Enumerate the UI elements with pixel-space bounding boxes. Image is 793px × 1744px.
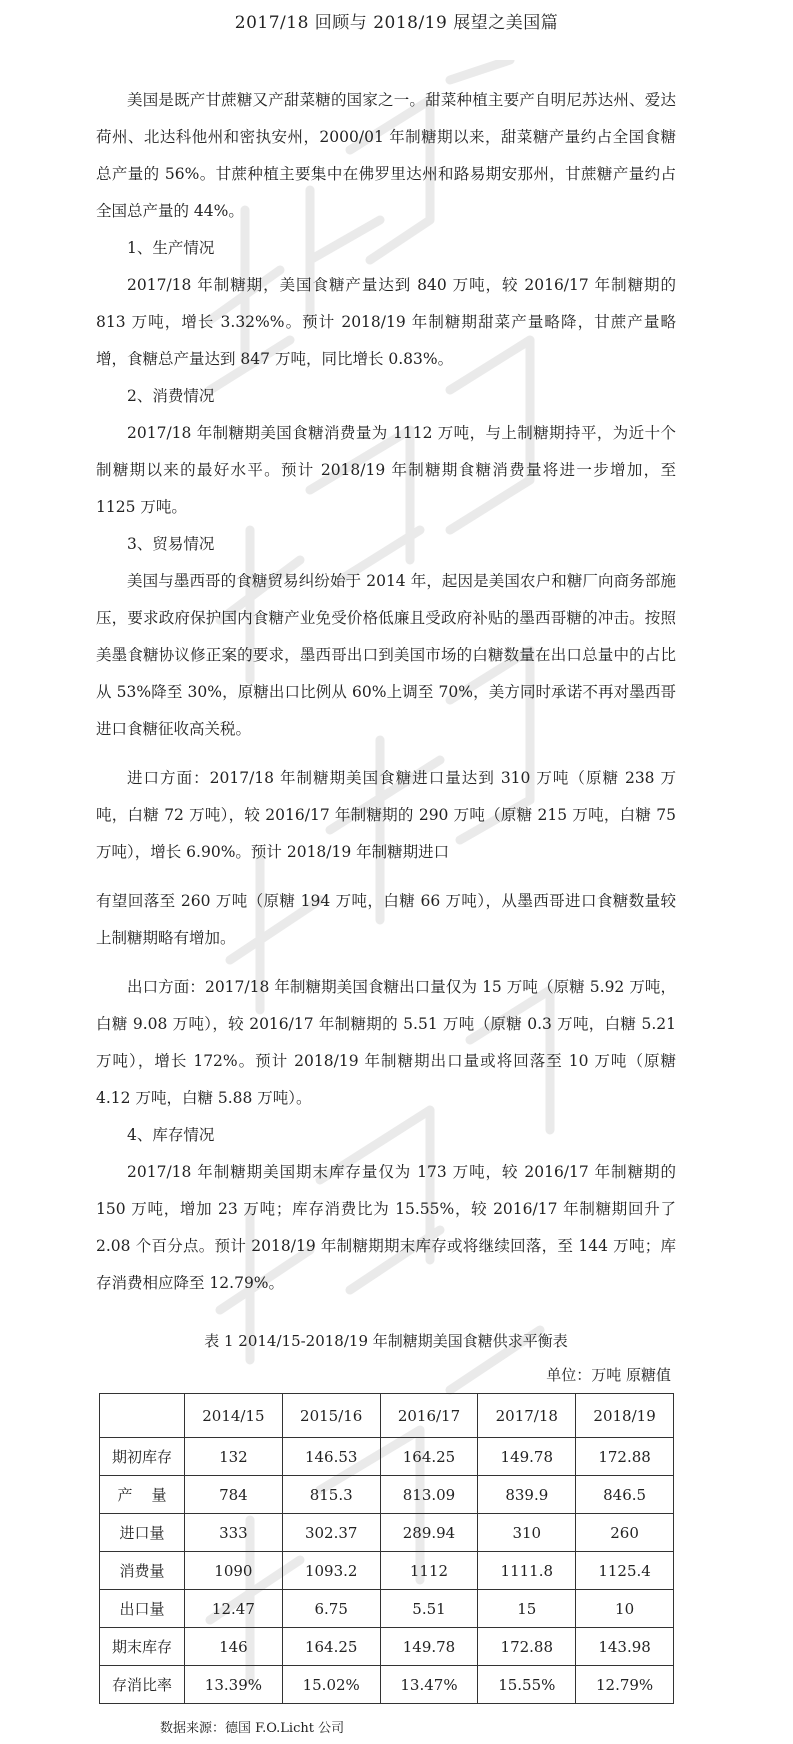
table-cell: 1111.8 (478, 1552, 576, 1590)
table-cell: 164.25 (380, 1438, 478, 1476)
section-heading-consumption: 2、消费情况 (127, 387, 215, 405)
section-heading-trade: 3、贸易情况 (127, 535, 215, 553)
table-cell: 172.88 (478, 1628, 576, 1666)
section-heading-stocks: 4、库存情况 (127, 1126, 215, 1144)
table-cell: 1093.2 (282, 1552, 380, 1590)
table-cell: 13.47% (380, 1666, 478, 1704)
table-cell: 6.75 (282, 1590, 380, 1628)
table-caption: 表 1 2014/15-2018/19 年制糖期美国食糖供求平衡表 (204, 1332, 568, 1350)
table-cell: 813.09 (380, 1476, 478, 1514)
data-source: 数据来源：德国 F.O.Licht 公司 (160, 1721, 345, 1736)
table-cell: 12.47 (185, 1590, 283, 1628)
table-row (100, 1590, 674, 1628)
table-cell: 839.9 (478, 1476, 576, 1514)
export-paragraph: 出口方面：2017/18 年制糖期美国食糖出口量仅为 15 万吨（原糖 5.92 万吨，白糖 9.08 万吨），较 2016/17 年制糖期的 5.51 万吨（原糖 0.3 万吨，白糖 5.21 万吨），增长 172%。预计 2018/19 年制糖期出口量或将回落至 10 万吨（原糖 4.12 万吨，白糖 5.88 万吨）。 (96, 978, 676, 1107)
row-label: 进口量 (100, 1514, 185, 1552)
table-cell: 143.98 (576, 1628, 674, 1666)
supply-demand-table (99, 1393, 674, 1704)
page-title: 2017/18 回顾与 2018/19 展望之美国篇 (234, 13, 559, 33)
column-header: 2018/19 (576, 1394, 674, 1438)
table-cell: 1090 (185, 1552, 283, 1590)
table-cell: 164.25 (282, 1628, 380, 1666)
table-cell: 784 (185, 1476, 283, 1514)
table-cell: 260 (576, 1514, 674, 1552)
row-label: 存消比率 (100, 1666, 185, 1704)
table-cell: 15.02% (282, 1666, 380, 1704)
table-unit: 单位：万吨 原糖值 (546, 1366, 671, 1384)
table-cell: 815.3 (282, 1476, 380, 1514)
row-label: 期初库存 (100, 1438, 185, 1476)
table-cell: 310 (478, 1514, 576, 1552)
table-cell: 149.78 (478, 1438, 576, 1476)
section-heading-production: 1、生产情况 (127, 239, 215, 257)
row-label: 出口量 (100, 1590, 185, 1628)
table-cell: 1125.4 (576, 1552, 674, 1590)
column-header: 2015/16 (282, 1394, 380, 1438)
table-row (100, 1666, 674, 1704)
table-cell: 146 (185, 1628, 283, 1666)
table-row (100, 1552, 674, 1590)
table-cell: 149.78 (380, 1628, 478, 1666)
import-paragraph-a: 进口方面：2017/18 年制糖期美国食糖进口量达到 310 万吨（原糖 238 万吨，白糖 72 万吨），较 2016/17 年制糖期的 290 万吨（原糖 215 万吨，白糖 75 万吨），增长 6.90%。预计 2018/19 年制糖期进口 (96, 769, 676, 861)
table-cell: 15.55% (478, 1666, 576, 1704)
table-header-row (100, 1394, 674, 1438)
import-paragraph-b: 有望回落至 260 万吨（原糖 194 万吨，白糖 66 万吨），从墨西哥进口食糖数量较上制糖期略有增加。 (96, 892, 676, 947)
table-cell: 15 (478, 1590, 576, 1628)
row-label: 期末库存 (100, 1628, 185, 1666)
table-row (100, 1514, 674, 1552)
table-row (100, 1476, 674, 1514)
column-header: 2016/17 (380, 1394, 478, 1438)
table-cell: 333 (185, 1514, 283, 1552)
production-paragraph: 2017/18 年制糖期，美国食糖产量达到 840 万吨，较 2016/17 年制糖期的 813 万吨，增长 3.32%%。预计 2018/19 年制糖期甜菜产量略降，甘蔗产量略增，食糖总产量达到 847 万吨，同比增长 0.83%。 (96, 276, 676, 368)
table-cell: 846.5 (576, 1476, 674, 1514)
table-cell: 132 (185, 1438, 283, 1476)
row-label: 消费量 (100, 1552, 185, 1590)
table-cell: 1112 (380, 1552, 478, 1590)
consumption-paragraph: 2017/18 年制糖期美国食糖消费量为 1112 万吨，与上制糖期持平，为近十个制糖期以来的最好水平。预计 2018/19 年制糖期食糖消费量将进一步增加，至 1125 万吨。 (96, 424, 676, 516)
column-header: 2014/15 (185, 1394, 283, 1438)
table-cell: 302.37 (282, 1514, 380, 1552)
intro-paragraph: 美国是既产甘蔗糖又产甜菜糖的国家之一。甜菜种植主要产自明尼苏达州、爱达荷州、北达科他州和密执安州，2000/01 年制糖期以来，甜菜糖产量约占全国食糖总产量的 56%。甘蔗种植主要集中在佛罗里达州和路易期安那州，甘蔗糖产量约占全国总产量的 44%。 (96, 91, 676, 220)
column-header (100, 1394, 185, 1438)
table-cell: 289.94 (380, 1514, 478, 1552)
column-header: 2017/18 (478, 1394, 576, 1438)
table-cell: 10 (576, 1590, 674, 1628)
table-cell: 12.79% (576, 1666, 674, 1704)
table-row (100, 1438, 674, 1476)
table-cell: 5.51 (380, 1590, 478, 1628)
table-cell: 13.39% (185, 1666, 283, 1704)
table-cell: 146.53 (282, 1438, 380, 1476)
row-label: 产 量 (100, 1476, 185, 1514)
table-cell: 172.88 (576, 1438, 674, 1476)
trade-paragraph: 美国与墨西哥的食糖贸易纠纷始于 2014 年，起因是美国农户和糖厂向商务部施压，要求政府保护国内食糖产业免受价格低廉且受政府补贴的墨西哥糖的冲击。按照美墨食糖协议修正案的要求，墨西哥出口到美国市场的白糖数量在出口总量中的占比从 53%降至 30%，原糖出口比例从 60%上调至 70%，美方同时承诺不再对墨西哥进口食糖征收高关税。 (96, 572, 676, 738)
table-row (100, 1628, 674, 1666)
stocks-paragraph: 2017/18 年制糖期美国期末库存量仅为 173 万吨，较 2016/17 年制糖期的 150 万吨，增加 23 万吨；库存消费比为 15.55%，较 2016/17 年制糖期回升了 2.08 个百分点。预计 2018/19 年制糖期期末库存或将继续回落，至 144 万吨；库存消费相应降至 12.79%。 (96, 1163, 676, 1292)
article-body (96, 82, 676, 1302)
